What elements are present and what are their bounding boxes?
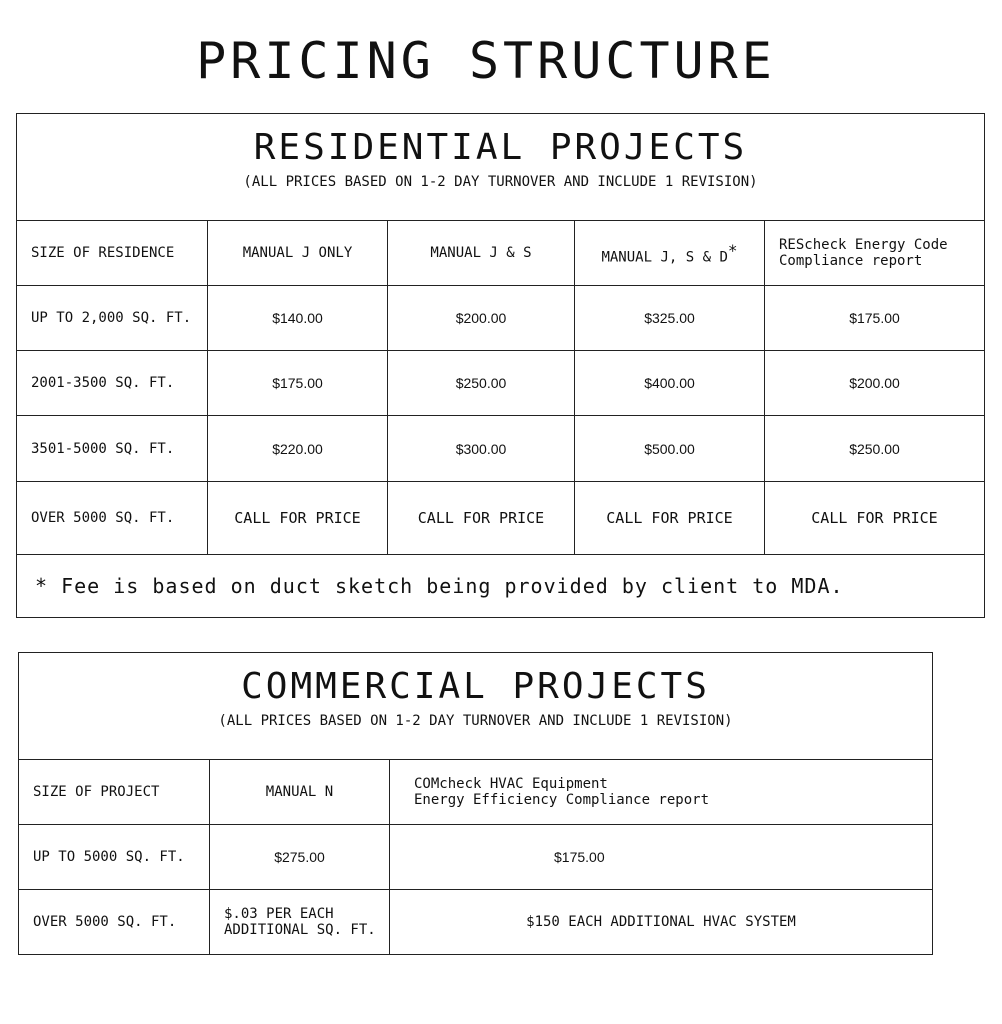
price-cell: $200.00 xyxy=(765,351,985,416)
col-header-rescheck xyxy=(765,221,985,286)
price-cell: $140.00 xyxy=(208,286,388,351)
col-header-manual-j: MANUAL J ONLY xyxy=(208,221,388,286)
call-for-price-cell: CALL FOR PRICE xyxy=(575,482,765,555)
col-header-manual-js: MANUAL J & S xyxy=(388,221,575,286)
call-for-price-cell: CALL FOR PRICE xyxy=(208,482,388,555)
commercial-pricing-table xyxy=(18,652,933,955)
price-cell: $200.00 xyxy=(388,286,575,351)
commercial-note: (ALL PRICES BASED ON 1-2 DAY TURNOVER AND INCLUDE 1 REVISION) xyxy=(218,713,733,729)
price-cell: $175.00 xyxy=(765,286,985,351)
table-row xyxy=(17,286,985,351)
residential-note: (ALL PRICES BASED ON 1-2 DAY TURNOVER AND INCLUDE 1 REVISION) xyxy=(243,174,758,190)
commercial-header xyxy=(19,653,933,760)
col-header-comcheck xyxy=(390,760,933,825)
additional-system-cell: $150 EACH ADDITIONAL HVAC SYSTEM xyxy=(390,890,933,955)
row-label: 2001-3500 SQ. FT. xyxy=(17,351,208,416)
per-sq-ft-cell xyxy=(210,890,390,955)
row-label: OVER 5000 SQ. FT. xyxy=(17,482,208,555)
price-cell: $275.00 xyxy=(210,825,390,890)
price-cell: $500.00 xyxy=(575,416,765,482)
col-header-manual-jsd xyxy=(575,221,765,286)
price-cell: $220.00 xyxy=(208,416,388,482)
table-row xyxy=(19,890,933,955)
table-row xyxy=(19,825,933,890)
table-row xyxy=(17,482,985,555)
price-cell: $325.00 xyxy=(575,286,765,351)
asterisk-mark: * xyxy=(727,240,738,260)
residential-pricing-table xyxy=(16,113,985,618)
col-header-size: SIZE OF RESIDENCE xyxy=(17,221,208,286)
residential-header xyxy=(17,114,985,221)
price-cell: $250.00 xyxy=(388,351,575,416)
price-cell: $175.00 xyxy=(208,351,388,416)
col-header-comcheck-line1: COMcheck HVAC Equipment xyxy=(414,776,608,792)
row-label: UP TO 2,000 SQ. FT. xyxy=(17,286,208,351)
call-for-price-cell: CALL FOR PRICE xyxy=(388,482,575,555)
page-title: PRICING STRUCTURE xyxy=(196,32,776,90)
residential-title: RESIDENTIAL PROJECTS xyxy=(253,127,748,168)
row-label: UP TO 5000 SQ. FT. xyxy=(19,825,210,890)
col-header-rescheck-line1: REScheck Energy Code xyxy=(779,237,948,253)
price-cell: $175.00 xyxy=(390,825,933,890)
price-cell: $300.00 xyxy=(388,416,575,482)
price-cell: $250.00 xyxy=(765,416,985,482)
col-header-comcheck-line2: Energy Efficiency Compliance report xyxy=(414,792,710,808)
table-row xyxy=(17,351,985,416)
call-for-price-cell: CALL FOR PRICE xyxy=(765,482,985,555)
col-header-manual-n: MANUAL N xyxy=(210,760,390,825)
per-sq-ft-line1: $.03 PER EACH xyxy=(224,906,334,922)
col-header-rescheck-line2: Compliance report xyxy=(779,253,923,269)
row-label: OVER 5000 SQ. FT. xyxy=(19,890,210,955)
per-sq-ft-line2: ADDITIONAL SQ. FT. xyxy=(224,922,376,938)
commercial-title: COMMERCIAL PROJECTS xyxy=(241,666,710,707)
row-label: 3501-5000 SQ. FT. xyxy=(17,416,208,482)
col-header-size: SIZE OF PROJECT xyxy=(19,760,210,825)
table-row xyxy=(17,416,985,482)
col-header-manual-jsd-label: MANUAL J, S & D xyxy=(601,249,728,266)
footnote: * Fee is based on duct sketch being provided by client to MDA. xyxy=(17,555,985,618)
price-cell: $400.00 xyxy=(575,351,765,416)
